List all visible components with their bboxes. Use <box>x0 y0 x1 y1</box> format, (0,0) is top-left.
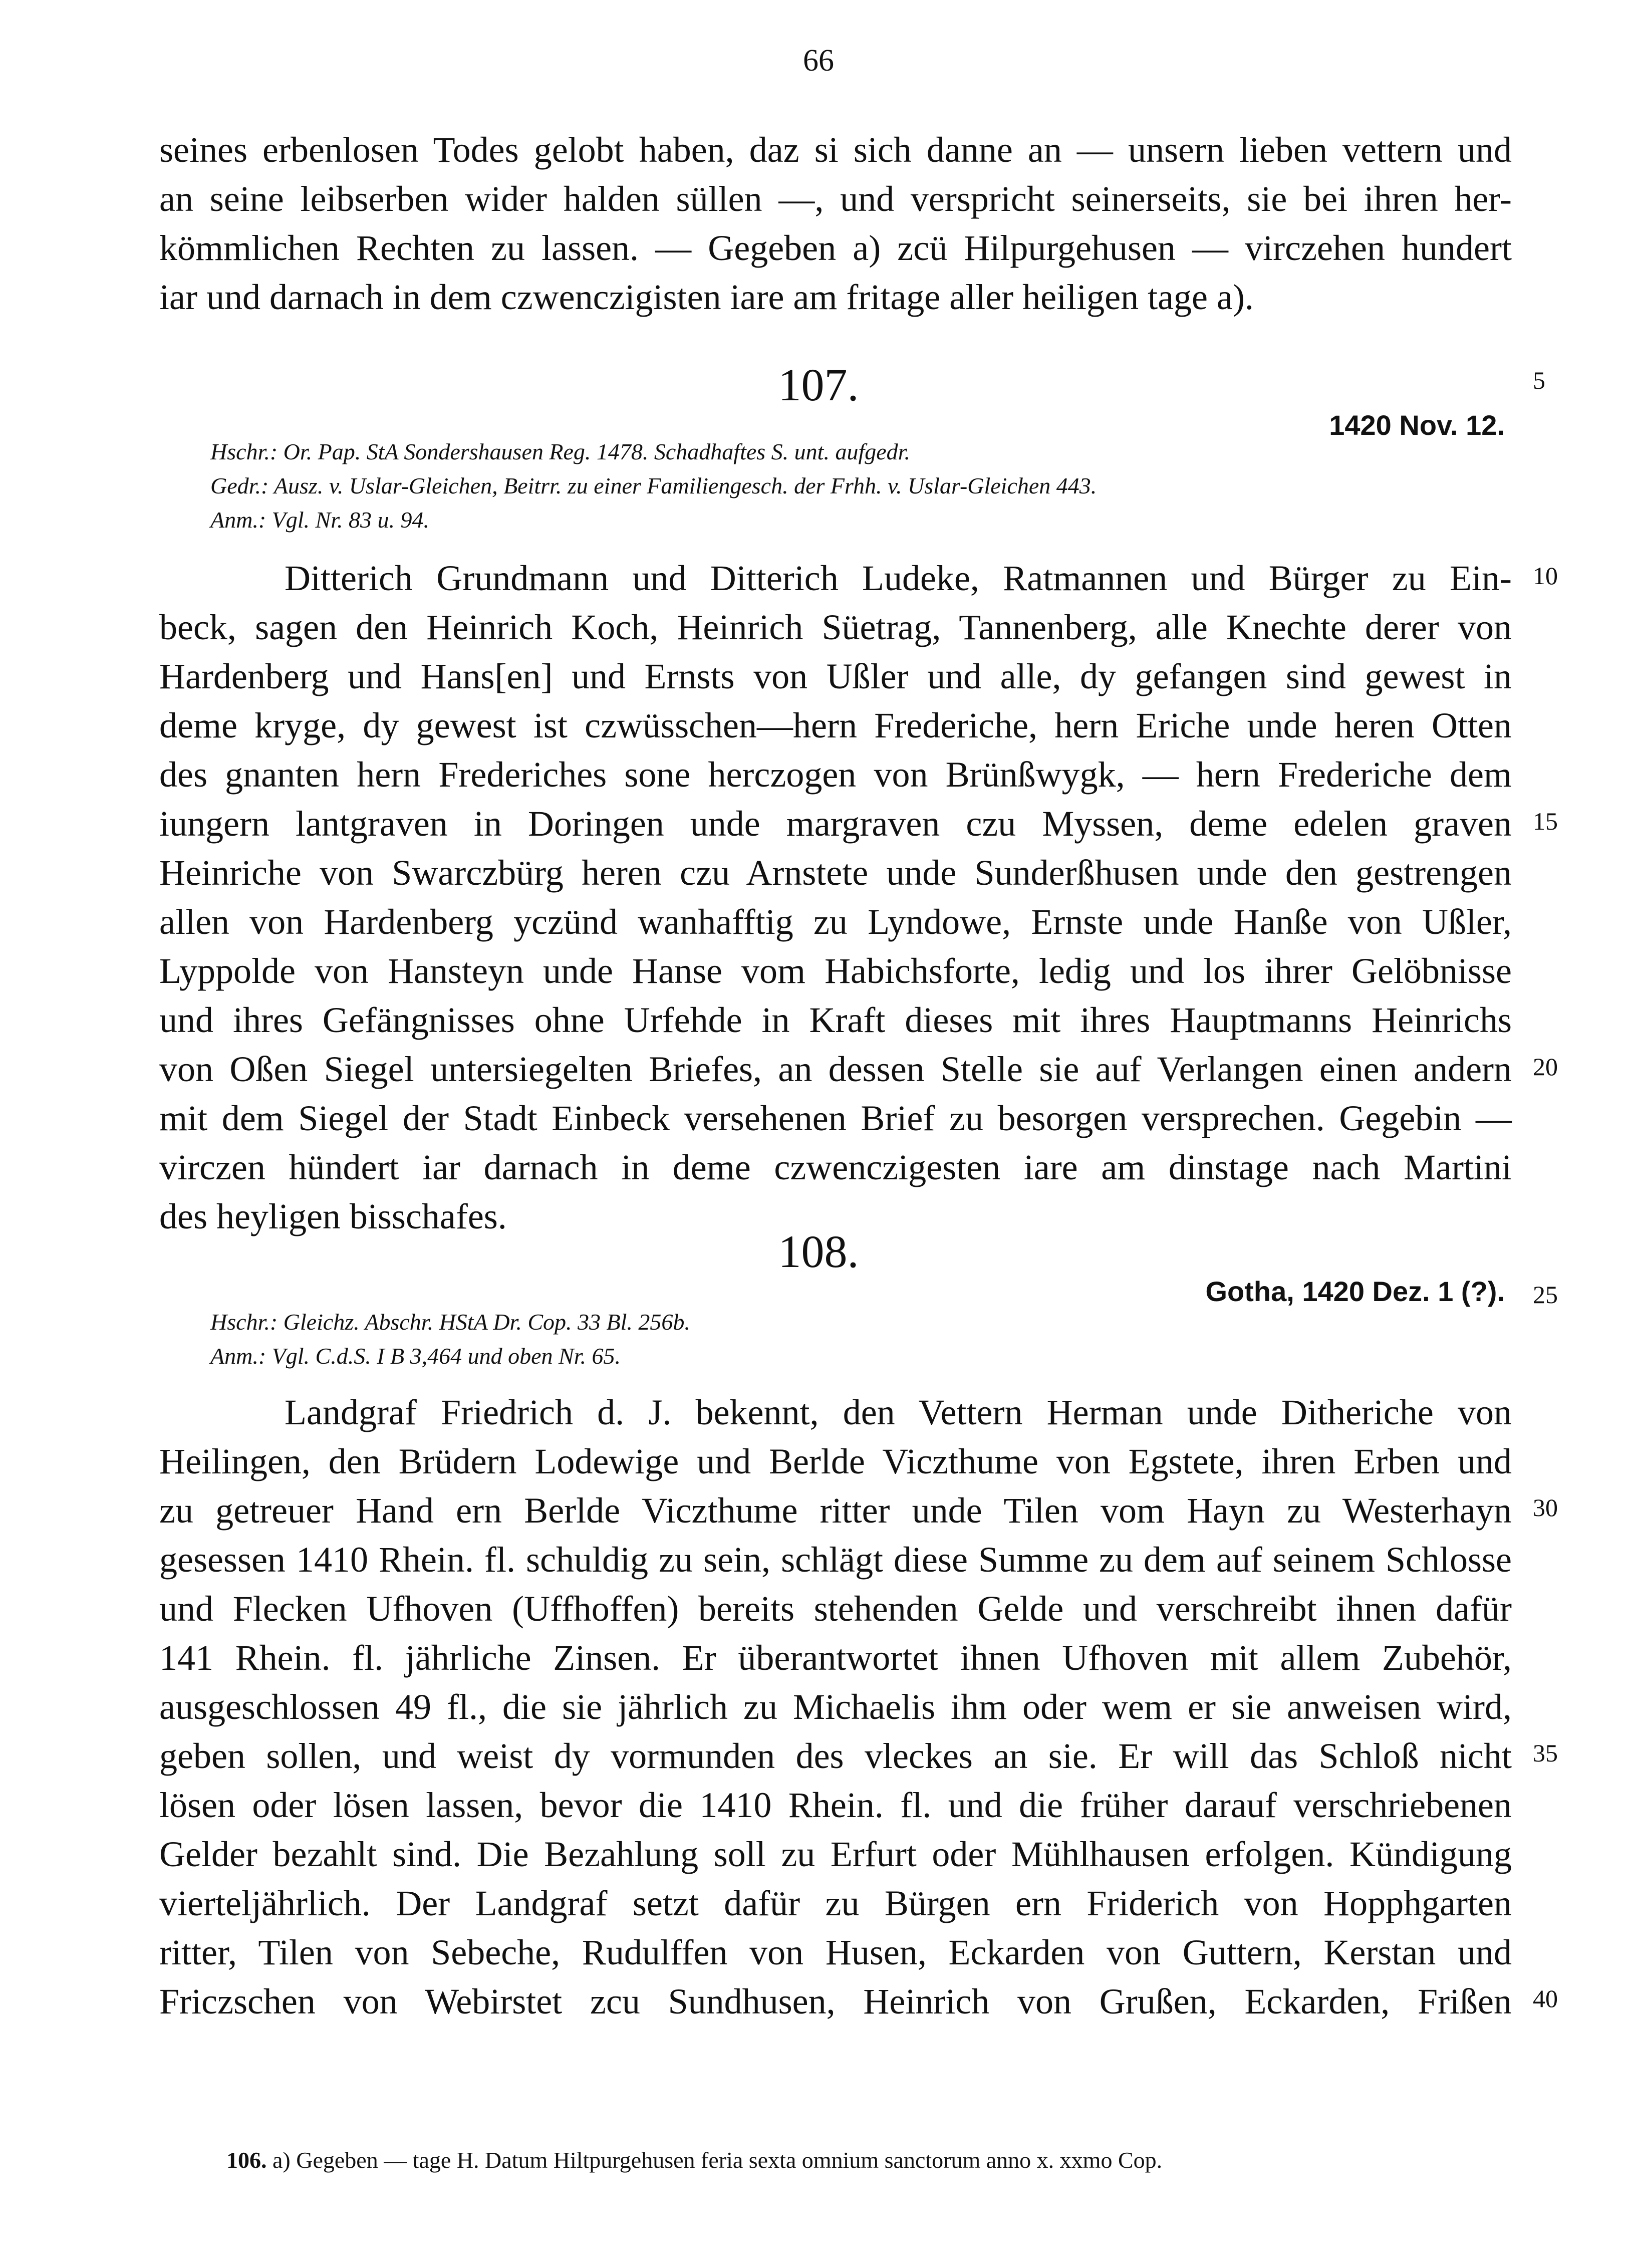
line-number: 35 <box>1533 1739 1558 1767</box>
meta-line: Anm.: Vgl. C.d.S. I B 3,464 und oben Nr. 65. <box>210 1343 621 1369</box>
opening-paragraph <box>159 125 1512 322</box>
text-line: ritter, Tilen von Sebeche, Rudulffen von Husen, Eckarden von Guttern, Kerstan und <box>159 1932 1512 1972</box>
text-line: Heinriche von Swarczbürg heren czu Arnstete unde Sunderßhusen unde den gestrengen <box>159 853 1512 893</box>
page-number: 66 <box>803 44 834 78</box>
text-line: Heilingen, den Brüdern Lodewige und Berlde Viczthume von Egstete, ihren Erben und <box>159 1441 1512 1481</box>
entry-number-108: 108. <box>778 1226 859 1277</box>
footnote <box>226 2147 1162 2173</box>
text-line: beck, sagen den Heinrich Koch, Heinrich Süetrag, Tannenberg, alle Knechte derer von <box>159 607 1512 647</box>
meta-line: Gedr.: Ausz. v. Uslar-Gleichen, Beitrr. zu einer Familiengesch. der Frhh. v. Uslar-Gleichen 443. <box>210 473 1097 498</box>
text-line: mit dem Siegel der Stadt Einbeck versehenen Brief zu besorgen versprechen. Gegebin — <box>159 1098 1512 1138</box>
text-line: und Flecken Ufhoven (Uffhoffen) bereits stehenden Gelde und verschreibt ihnen dafür <box>159 1589 1512 1629</box>
footnote-id: 106. <box>226 2147 267 2173</box>
text-line: an seine leibserben wider halden süllen —, und verspricht seinerseits, sie bei ihren her- <box>159 179 1512 219</box>
line-number: 30 <box>1533 1493 1558 1522</box>
text-line: seines erbenlosen Todes gelobt haben, daz si sich danne an — unsern lieben vettern und <box>159 130 1512 170</box>
text-line: allen von Hardenberg yczünd wanhafftig zu Lyndowe, Ernste unde Hanße von Ußler, <box>159 902 1512 942</box>
text-line: und ihres Gefängnisses ohne Urfehde in Kraft dieses mit ihres Hauptmanns Heinrichs <box>159 1000 1512 1040</box>
text-line: des gnanten hern Frederiches sone herczogen von Brünßwygk, — hern Frederiche dem <box>159 754 1512 795</box>
line-number: 15 <box>1533 807 1558 835</box>
entry-107-metadata <box>210 435 1413 537</box>
entry-number-107: 107. <box>778 359 859 410</box>
text-line: von Oßen Siegel untersiegelten Briefes, an dessen Stelle sie auf Verlangen einen andern <box>159 1049 1512 1089</box>
text-line: gesessen 1410 Rhein. fl. schuldig zu sein, schlägt diese Summe zu dem auf seinem Schlosse <box>159 1540 1512 1580</box>
text-line: Ditterich Grundmann und Ditterich Ludeke, Ratmannen und Bürger zu Ein- <box>285 558 1512 598</box>
meta-line: Anm.: Vgl. Nr. 83 u. 94. <box>210 507 429 533</box>
text-line: kömmlichen Rechten zu lassen. — Gegeben a) zcü Hilpurgehusen — virczehen hundert <box>159 228 1512 268</box>
text-line: Friczschen von Webirstet zcu Sundhusen, Heinrich von Grußen, Eckarden, Frißen <box>159 1981 1512 2022</box>
meta-line: Hschr.: Or. Pap. StA Sondershausen Reg. 1478. Schadhaftes S. unt. aufgedr. <box>210 439 910 464</box>
line-number: 5 <box>1533 366 1545 394</box>
text-line: deme kryge, dy gewest ist czwüsschen—hern Frederiche, hern Eriche unde heren Otten <box>159 705 1512 745</box>
line-number: 20 <box>1533 1053 1558 1081</box>
line-number: 10 <box>1533 562 1558 590</box>
text-line: Hardenberg und Hans[en] und Ernsts von Ußler und alle, dy gefangen sind gewest in <box>159 656 1512 696</box>
text-line: Gelder bezahlt sind. Die Bezahlung soll zu Erfurt oder Mühlhausen erfolgen. Kündigung <box>159 1834 1512 1874</box>
entry-108-text <box>159 1388 1512 2026</box>
entry-107-text <box>159 554 1512 1241</box>
entry-date-108: Gotha, 1420 Dez. 1 (?). <box>1205 1276 1505 1307</box>
text-line: geben sollen, und weist dy vormunden des vleckes an sie. Er will das Schloß nicht <box>159 1736 1512 1776</box>
text-line: Lyppolde von Hansteyn unde Hanse vom Habichsforte, ledig und los ihrer Gelöbnisse <box>159 951 1512 991</box>
text-line: iungern lantgraven in Doringen unde margraven czu Myssen, deme edelen graven <box>159 804 1512 844</box>
footnote-text: a) Gegeben — tage H. Datum Hiltpurgehusen feria sexta omnium sanctorum anno x. xxmo Cop. <box>272 2147 1163 2173</box>
text-line: des heyligen bisschafes. <box>159 1196 507 1236</box>
text-line: lösen oder lösen lassen, bevor die 1410 Rhein. fl. und die früher darauf verschriebenen <box>159 1785 1512 1825</box>
text-line: 141 Rhein. fl. jährliche Zinsen. Er überantwortet ihnen Ufhoven mit allem Zubehör, <box>159 1638 1512 1678</box>
text-line: virczen hündert iar darnach in deme czwenczigesten iare am dinstage nach Martini <box>159 1147 1512 1187</box>
entry-108-metadata <box>210 1305 1413 1373</box>
text-line: zu getreuer Hand ern Berlde Viczthume ritter unde Tilen vom Hayn zu Westerhayn <box>159 1490 1512 1531</box>
text-line: ausgeschlossen 49 fl., die sie jährlich zu Michaelis ihm oder wem er sie anweisen wird, <box>159 1687 1512 1727</box>
text-line: vierteljährlich. Der Landgraf setzt dafür zu Bürgen ern Friderich von Hopphgarten <box>159 1883 1512 1923</box>
meta-line: Hschr.: Gleichz. Abschr. HStA Dr. Cop. 33 Bl. 256b. <box>210 1309 690 1335</box>
text-line: iar und darnach in dem czwenczigisten iare am fritage aller heiligen tage a). <box>159 277 1254 317</box>
line-number: 40 <box>1533 1984 1558 2012</box>
text-line: Landgraf Friedrich d. J. bekennt, den Vettern Herman unde Ditheriche von <box>285 1392 1512 1432</box>
entry-date-107: 1420 Nov. 12. <box>1329 409 1505 441</box>
line-number: 25 <box>1533 1281 1558 1309</box>
